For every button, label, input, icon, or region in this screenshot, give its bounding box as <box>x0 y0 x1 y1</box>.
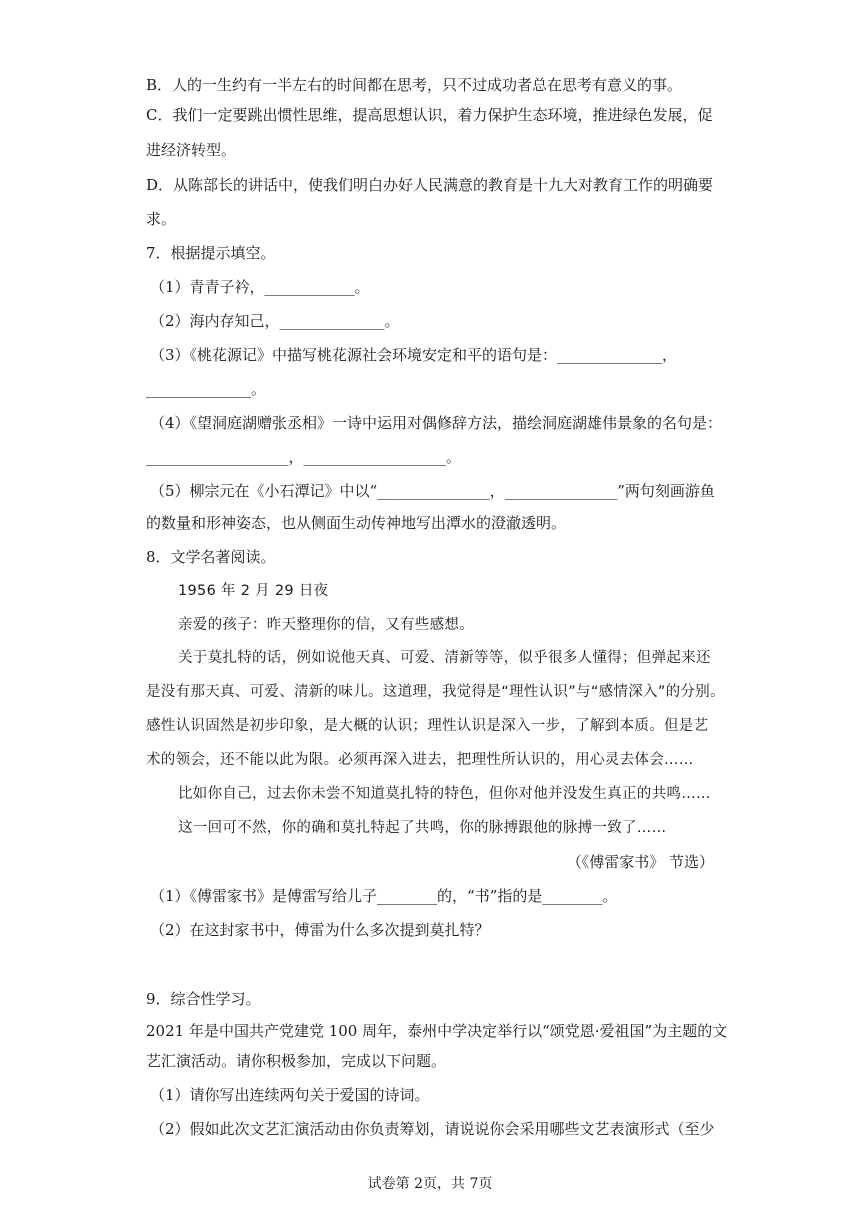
letter-greeting: 亲爱的孩子：昨天整理你的信，又有些感想。 <box>178 617 474 633</box>
q6-option-d-line1: D．从陈部长的讲话中，使我们明白办好人民满意的教育是十九大对教育工作的明确要 <box>146 176 714 194</box>
q9-sub2: （2）假如此次文艺汇演活动由你负责筹划，请说说你会采用哪些文艺表演形式（至少 <box>150 1120 715 1138</box>
q9-intro-line1: 2021 年是中国共产党建党 100 周年，泰州中学决定举行以“颂党恩·爱祖国”为主题的文 <box>146 1022 728 1040</box>
q6-option-c-line2: 进经济转型。 <box>146 141 237 159</box>
q6-option-b: B．人的一生约有一半左右的时间都在思考，只不过成功者总在思考有意义的事。 <box>146 76 683 94</box>
q9-sub1: （1）请你写出连续两句关于爱国的诗词。 <box>150 1086 430 1104</box>
q7-stem: 7．根据提示填空。 <box>146 244 276 262</box>
q7-sub3-line1: （3）《桃花源记》中描写桃花源社会环境安定和平的语句是：______________， <box>150 346 678 364</box>
letter-date: 1956 年 2 月 29 日夜 <box>178 583 329 599</box>
q7-sub3-line2: ______________。 <box>146 380 267 398</box>
letter-para1-line2: 是没有那天真、可爱、清新的味儿。这道理，我觉得是“理性认识”与“感情深入”的分别。 <box>146 684 725 700</box>
q9-stem: 9．综合性学习。 <box>146 990 261 1008</box>
letter-para1-line3: 感性认识固然是初步印象，是大概的认识；理性认识是深入一步，了解到本质。但是艺 <box>146 718 709 734</box>
q7-sub4-line1: （4）《望洞庭湖赠张丞相》一诗中运用对偶修辞方法，描绘洞庭湖雄伟景象的名句是： <box>150 414 723 432</box>
q8-sub2: （2）在这封家书中，傅雷为什么多次提到莫扎特？ <box>150 921 490 939</box>
page-footer: 试卷第 2页，共 7页 <box>367 1176 493 1192</box>
q7-sub2: （2）海内存知己，______________。 <box>150 312 400 330</box>
q8-sub1: （1）《傅雷家书》是傅雷写给儿子________的，“书”指的是________。 <box>150 887 618 905</box>
q9-intro-line2: 艺汇演活动。请你积极参加，完成以下问题。 <box>146 1052 447 1070</box>
letter-para1-line4: 术的领会，还不能以此为限。必须再深入进去，把理性所认识的，用心灵去体会…… <box>146 752 694 768</box>
letter-para3: 这一回可不然，你的确和莫扎特起了共鸣，你的脉搏跟他的脉搏一致了…… <box>178 820 667 836</box>
q6-option-c-line1: C．我们一定要跳出惯性思维，提高思想认识，着力保护生态环境，推进绿色发展，促 <box>146 106 713 124</box>
letter-source: （《傅雷家书》 节选） <box>566 853 714 871</box>
q8-stem: 8．文学名著阅读。 <box>146 548 276 566</box>
q7-sub1: （1）青青子衿，____________。 <box>150 278 370 296</box>
q7-sub5-line2: 的数量和形神姿态，也从侧面生动传神地写出潭水的澄澈透明。 <box>146 514 567 532</box>
letter-para1-line1: 关于莫扎特的话，例如说他天真、可爱、清新等等，似乎很多人懂得；但弹起来还 <box>178 650 711 666</box>
letter-para2: 比如你自己，过去你未尝不知道莫扎特的特色，但你对他并没发生真正的共鸣…… <box>178 786 711 802</box>
q6-option-d-line2: 求。 <box>146 210 177 228</box>
q7-sub4-line2: ___________________，___________________。 <box>146 448 462 466</box>
q7-sub5-line1: （5）柳宗元在《小石潭记》中以“_______________，_______________”两句刻画游鱼 <box>150 482 715 500</box>
